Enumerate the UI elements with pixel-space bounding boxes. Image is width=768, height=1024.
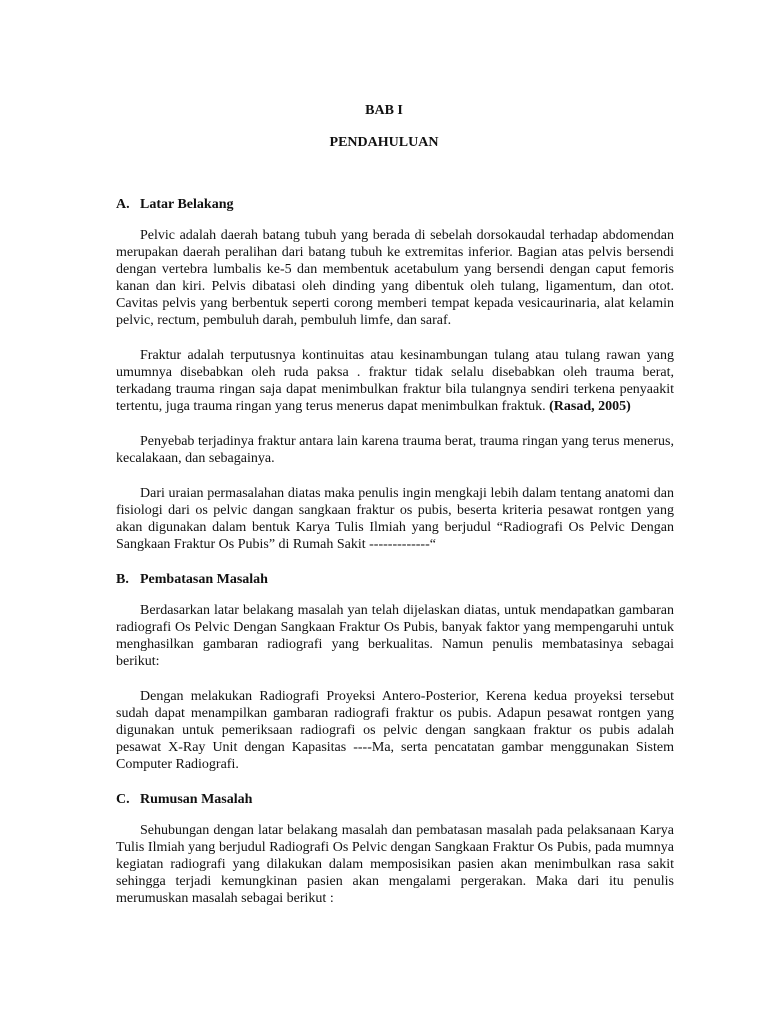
paragraph-text: Fraktur adalah terputusnya kontinuitas atau kesinambungan tulang atau tulang rawan yang umumnya disebabkan oleh ruda paksa . fraktur tidak selalu disebabkan oleh trauma berat, terkadang trauma ringan saja dapat menimbulkan fraktur bila tulangnya sendiri terkena penyaakit tertentu, juga trauma ringan yang terus menerus dapat menimbulkan fraktuk. <box>116 348 674 414</box>
paragraph: Dari uraian permasalahan diatas maka penulis ingin mengkaji lebih dalam tentang anatomi dan fisiologi dari os pelvic dangan sangkaan fraktur os pubis, beserta kriteria pesawat rontgen yang akan digunakan dalam bentuk Karya Tulis Ilmiah yang berjudul “Radiografi Os Pelvic Dengan Sangkaan Fraktur Os Pubis” di Rumah Sakit -------------“ <box>116 486 674 552</box>
section-title: Latar Belakang <box>140 197 234 212</box>
section-heading <box>116 791 674 808</box>
section-letter: B. <box>116 572 129 587</box>
paragraph: Berdasarkan latar belakang masalah yan telah dijelaskan diatas, untuk mendapatkan gambaran radiografi Os Pelvic Dengan Sangkaan Fraktur Os Pubis, banyak faktor yang mempengaruhi untuk menghasilkan gambaran radiografi yang berkualitas. Namun penulis membatasinya sebagai berikut: <box>116 603 674 669</box>
section-heading <box>116 196 674 213</box>
section-heading <box>116 571 674 588</box>
chapter-number: BAB I <box>365 103 403 118</box>
paragraph: Sehubungan dengan latar belakang masalah dan pembatasan masalah pada pelaksanaan Karya Tulis Ilmiah yang berjudul Radiografi Os Pelvic dengan Sangkaan Fraktur Os Pubis, pada mumnya kegiatan radiografi yang dilakukan dalam memposisikan pasien akan menimbulkan rasa sakit sehingga terjadi kemungkinan pasien akan mengalami pergerakan. Maka dari itu penulis merumuskan masalah sebagai berikut : <box>116 823 674 906</box>
section-letter: C. <box>116 792 130 807</box>
section-pembatasan-masalah <box>116 571 674 773</box>
paragraph <box>116 347 674 415</box>
section-rumusan-masalah <box>116 791 674 907</box>
section-title: Rumusan Masalah <box>140 792 253 807</box>
paragraph: Pelvic adalah daerah batang tubuh yang berada di sebelah dorsokaudal terhadap abdomendan merupakan daerah peralihan dari batang tubuh ke extremitas inferior. Bagian atas pelvis bersendi dengan vertebra lumbalis ke-5 dan membentuk acetabulum yang bersendi dengan caput femoris kanan dan kiri. Pelvis dibatasi oleh dinding yang dibentuk oleh tulang, ligamentum, dan otot. Cavitas pelvis yang berbentuk seperti corong memberi tempat kepada vesicaurinaria, alat kelamin pelvic, rectum, pembuluh darah, pembuluh limfe, dan saraf. <box>116 228 674 328</box>
paragraph: Penyebab terjadinya fraktur antara lain karena trauma berat, trauma ringan yang terus menerus, kecalakaan, dan sebagainya. <box>116 434 674 466</box>
section-letter: A. <box>116 197 130 212</box>
section-latar-belakang <box>116 196 674 553</box>
section-title: Pembatasan Masalah <box>140 572 268 587</box>
paragraph: Dengan melakukan Radiografi Proyeksi Antero-Posterior, Kerena kedua proyeksi tersebut sudah dapat menampilkan gambaran radiografi fraktur os pubis. Adapun pesawat rontgen yang digunakan untuk pemeriksaan radiografi os pelvic dengan sangkaan fraktur os pubis adalah pesawat X-Ray Unit dengan Kapasitas ----Ma, serta pencatatan gambar menggunakan Sistem Computer Radiografi. <box>116 689 674 772</box>
document-body <box>116 196 674 907</box>
citation: (Rasad, 2005) <box>549 399 631 414</box>
chapter-title: PENDAHULUAN <box>329 135 439 150</box>
